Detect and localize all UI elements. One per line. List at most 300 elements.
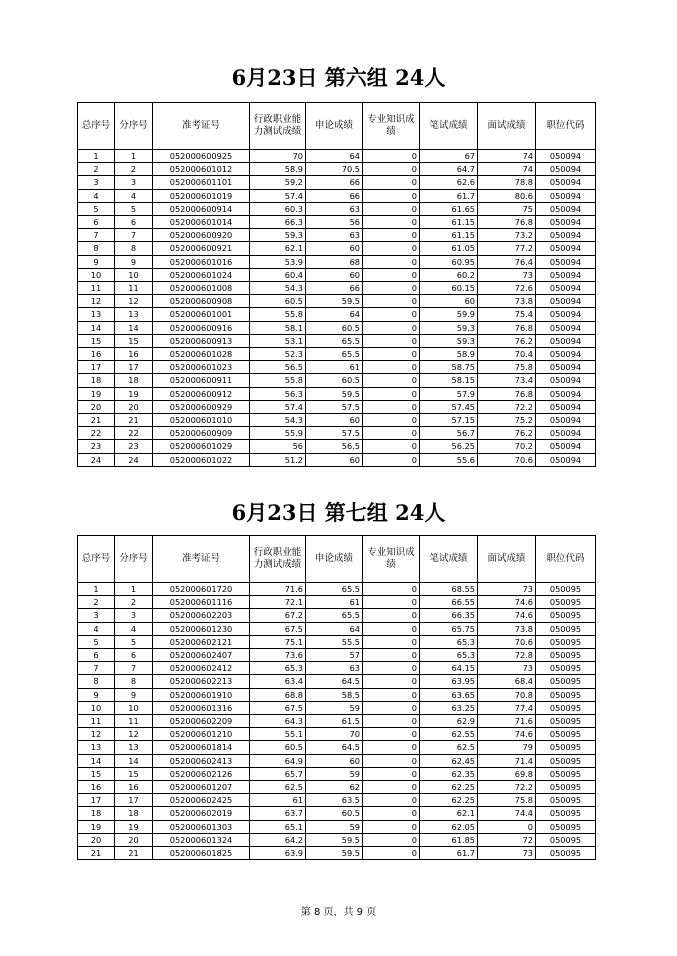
- cell-position-code: 050095: [536, 847, 596, 860]
- cell-essay-score: 60: [306, 414, 363, 427]
- cell-written-score: 60.2: [420, 268, 478, 281]
- cell-written-score: 56.7: [420, 427, 478, 440]
- cell-aptitude-score: 61: [250, 794, 306, 807]
- cell-exam-id: 052000602425: [153, 794, 250, 807]
- cell-interview-score: 75.4: [478, 308, 536, 321]
- cell-aptitude-score: 72.1: [250, 596, 306, 609]
- cell-sub-no: 4: [115, 622, 153, 635]
- cell-essay-score: 70: [306, 728, 363, 741]
- cell-total-no: 10: [78, 701, 115, 714]
- cell-professional-score: 0: [363, 295, 420, 308]
- cell-position-code: 050094: [536, 229, 596, 242]
- table-row: [78, 847, 596, 860]
- table-row: [78, 400, 596, 413]
- cell-exam-id: 052000600914: [153, 202, 250, 215]
- cell-written-score: 62.25: [420, 794, 478, 807]
- cell-exam-id: 052000602203: [153, 609, 250, 622]
- cell-sub-no: 6: [115, 216, 153, 229]
- cell-aptitude-score: 55.9: [250, 427, 306, 440]
- cell-interview-score: 70.6: [478, 453, 536, 466]
- cell-exam-id: 052000600908: [153, 295, 250, 308]
- cell-essay-score: 65.5: [306, 348, 363, 361]
- cell-sub-no: 21: [115, 847, 153, 860]
- cell-essay-score: 56: [306, 216, 363, 229]
- cell-essay-score: 59: [306, 767, 363, 780]
- cell-exam-id: 052000601029: [153, 440, 250, 453]
- cell-professional-score: 0: [363, 688, 420, 701]
- cell-written-score: 62.25: [420, 781, 478, 794]
- cell-written-score: 66.35: [420, 609, 478, 622]
- cell-aptitude-score: 60.5: [250, 295, 306, 308]
- table-row: [78, 675, 596, 688]
- cell-total-no: 2: [78, 163, 115, 176]
- cell-position-code: 050095: [536, 728, 596, 741]
- cell-interview-score: 76.2: [478, 334, 536, 347]
- cell-professional-score: 0: [363, 453, 420, 466]
- cell-essay-score: 68: [306, 255, 363, 268]
- cell-written-score: 62.9: [420, 715, 478, 728]
- cell-professional-score: 0: [363, 334, 420, 347]
- cell-written-score: 57.9: [420, 387, 478, 400]
- cell-aptitude-score: 63.4: [250, 675, 306, 688]
- table-row: [78, 622, 596, 635]
- cell-aptitude-score: 56.3: [250, 387, 306, 400]
- cell-exam-id: 052000600925: [153, 150, 250, 163]
- cell-written-score: 57.45: [420, 400, 478, 413]
- cell-professional-score: 0: [363, 189, 420, 202]
- cell-position-code: 050095: [536, 754, 596, 767]
- table-row: [78, 701, 596, 714]
- cell-interview-score: 74.6: [478, 728, 536, 741]
- cell-aptitude-score: 59.3: [250, 229, 306, 242]
- cell-sub-no: 5: [115, 202, 153, 215]
- table-row: [78, 609, 596, 622]
- cell-written-score: 61.85: [420, 833, 478, 846]
- cell-written-score: 59.3: [420, 334, 478, 347]
- cell-sub-no: 10: [115, 701, 153, 714]
- cell-aptitude-score: 57.4: [250, 400, 306, 413]
- cell-written-score: 61.15: [420, 229, 478, 242]
- cell-aptitude-score: 62.1: [250, 242, 306, 255]
- cell-interview-score: 78.8: [478, 176, 536, 189]
- cell-total-no: 18: [78, 374, 115, 387]
- cell-total-no: 11: [78, 715, 115, 728]
- table-row: [78, 820, 596, 833]
- cell-interview-score: 73: [478, 847, 536, 860]
- cell-sub-no: 5: [115, 635, 153, 648]
- table-header-row: [78, 103, 596, 150]
- cell-interview-score: 70.2: [478, 440, 536, 453]
- table-row: [78, 833, 596, 846]
- cell-essay-score: 64: [306, 150, 363, 163]
- cell-professional-score: 0: [363, 741, 420, 754]
- cell-sub-no: 18: [115, 807, 153, 820]
- cell-aptitude-score: 54.3: [250, 414, 306, 427]
- table-body: [78, 583, 596, 860]
- cell-exam-id: 052000601116: [153, 596, 250, 609]
- table-row: [78, 414, 596, 427]
- cell-written-score: 59.9: [420, 308, 478, 321]
- cell-position-code: 050094: [536, 453, 596, 466]
- cell-written-score: 59.3: [420, 321, 478, 334]
- cell-essay-score: 60: [306, 242, 363, 255]
- table-row: [78, 427, 596, 440]
- cell-sub-no: 15: [115, 334, 153, 347]
- cell-written-score: 61.05: [420, 242, 478, 255]
- cell-position-code: 050095: [536, 688, 596, 701]
- cell-total-no: 20: [78, 400, 115, 413]
- cell-sub-no: 14: [115, 321, 153, 334]
- cell-total-no: 7: [78, 662, 115, 675]
- cell-exam-id: 052000602209: [153, 715, 250, 728]
- cell-interview-score: 76.4: [478, 255, 536, 268]
- cell-sub-no: 21: [115, 414, 153, 427]
- cell-position-code: 050094: [536, 374, 596, 387]
- col-header-written: 笔试成绩: [420, 103, 478, 150]
- table-row: [78, 308, 596, 321]
- cell-exam-id: 052000602213: [153, 675, 250, 688]
- table-row: [78, 321, 596, 334]
- cell-professional-score: 0: [363, 781, 420, 794]
- table-row: [78, 216, 596, 229]
- cell-position-code: 050095: [536, 662, 596, 675]
- col-header-position-code: 职位代码: [536, 103, 596, 150]
- cell-total-no: 8: [78, 675, 115, 688]
- cell-sub-no: 12: [115, 728, 153, 741]
- cell-written-score: 61.7: [420, 847, 478, 860]
- cell-interview-score: 73.2: [478, 229, 536, 242]
- cell-professional-score: 0: [363, 754, 420, 767]
- cell-written-score: 62.45: [420, 754, 478, 767]
- cell-essay-score: 57: [306, 649, 363, 662]
- cell-interview-score: 77.4: [478, 701, 536, 714]
- cell-aptitude-score: 63.7: [250, 807, 306, 820]
- cell-total-no: 2: [78, 596, 115, 609]
- cell-exam-id: 052000601814: [153, 741, 250, 754]
- cell-position-code: 050094: [536, 150, 596, 163]
- cell-interview-score: 72.2: [478, 400, 536, 413]
- cell-exam-id: 052000601024: [153, 268, 250, 281]
- section-title-group-7: 6月23日 第七组 24人: [231, 500, 446, 525]
- cell-sub-no: 14: [115, 754, 153, 767]
- cell-aptitude-score: 60.4: [250, 268, 306, 281]
- cell-total-no: 10: [78, 268, 115, 281]
- cell-written-score: 63.95: [420, 675, 478, 688]
- cell-position-code: 050095: [536, 622, 596, 635]
- cell-sub-no: 11: [115, 282, 153, 295]
- cell-total-no: 16: [78, 781, 115, 794]
- cell-written-score: 65.3: [420, 635, 478, 648]
- cell-interview-score: 70.4: [478, 348, 536, 361]
- score-table-group-6: [77, 102, 596, 467]
- table-row: [78, 176, 596, 189]
- cell-position-code: 050095: [536, 596, 596, 609]
- cell-interview-score: 73.4: [478, 374, 536, 387]
- cell-total-no: 20: [78, 833, 115, 846]
- cell-sub-no: 3: [115, 609, 153, 622]
- cell-aptitude-score: 62.5: [250, 781, 306, 794]
- table-row: [78, 596, 596, 609]
- cell-essay-score: 64: [306, 308, 363, 321]
- table-row: [78, 635, 596, 648]
- table-row: [78, 202, 596, 215]
- cell-total-no: 11: [78, 282, 115, 295]
- cell-interview-score: 72.2: [478, 781, 536, 794]
- cell-essay-score: 66: [306, 282, 363, 295]
- cell-exam-id: 052000600911: [153, 374, 250, 387]
- cell-written-score: 68.55: [420, 583, 478, 596]
- cell-essay-score: 59.5: [306, 847, 363, 860]
- cell-total-no: 5: [78, 635, 115, 648]
- col-header-essay: 申论成绩: [306, 536, 363, 583]
- cell-position-code: 050095: [536, 701, 596, 714]
- cell-exam-id: 052000600921: [153, 242, 250, 255]
- col-header-interview: 面试成绩: [478, 103, 536, 150]
- cell-exam-id: 052000600929: [153, 400, 250, 413]
- cell-sub-no: 19: [115, 820, 153, 833]
- cell-exam-id: 052000601008: [153, 282, 250, 295]
- cell-position-code: 050095: [536, 820, 596, 833]
- cell-position-code: 050095: [536, 609, 596, 622]
- cell-essay-score: 57.5: [306, 427, 363, 440]
- cell-essay-score: 58.5: [306, 688, 363, 701]
- cell-aptitude-score: 67.5: [250, 622, 306, 635]
- cell-interview-score: 74.6: [478, 609, 536, 622]
- cell-total-no: 7: [78, 229, 115, 242]
- cell-position-code: 050094: [536, 321, 596, 334]
- cell-sub-no: 1: [115, 150, 153, 163]
- cell-essay-score: 60: [306, 268, 363, 281]
- cell-exam-id: 052000602413: [153, 754, 250, 767]
- col-header-exam-id: 准考证号: [153, 103, 250, 150]
- cell-sub-no: 2: [115, 163, 153, 176]
- cell-professional-score: 0: [363, 242, 420, 255]
- cell-sub-no: 2: [115, 596, 153, 609]
- cell-essay-score: 65.5: [306, 334, 363, 347]
- cell-essay-score: 64.5: [306, 741, 363, 754]
- cell-total-no: 12: [78, 728, 115, 741]
- cell-exam-id: 052000602121: [153, 635, 250, 648]
- cell-written-score: 64.15: [420, 662, 478, 675]
- cell-position-code: 050094: [536, 387, 596, 400]
- cell-position-code: 050094: [536, 295, 596, 308]
- cell-interview-score: 68.4: [478, 675, 536, 688]
- cell-sub-no: 6: [115, 649, 153, 662]
- cell-written-score: 62.05: [420, 820, 478, 833]
- col-header-aptitude: 行政职业能力测试成绩: [250, 536, 306, 583]
- cell-interview-score: 77.2: [478, 242, 536, 255]
- cell-written-score: 57.15: [420, 414, 478, 427]
- cell-aptitude-score: 63.9: [250, 847, 306, 860]
- cell-exam-id: 052000601014: [153, 216, 250, 229]
- cell-interview-score: 76.8: [478, 216, 536, 229]
- cell-total-no: 18: [78, 807, 115, 820]
- table-row: [78, 374, 596, 387]
- cell-written-score: 56.25: [420, 440, 478, 453]
- cell-aptitude-score: 71.6: [250, 583, 306, 596]
- table-row: [78, 781, 596, 794]
- cell-essay-score: 65.5: [306, 609, 363, 622]
- cell-position-code: 050095: [536, 794, 596, 807]
- cell-professional-score: 0: [363, 374, 420, 387]
- cell-aptitude-score: 66.3: [250, 216, 306, 229]
- cell-total-no: 22: [78, 427, 115, 440]
- cell-professional-score: 0: [363, 583, 420, 596]
- cell-professional-score: 0: [363, 163, 420, 176]
- section-title-group-6: 6月23日 第六组 24人: [231, 65, 446, 90]
- cell-essay-score: 56.5: [306, 440, 363, 453]
- cell-aptitude-score: 59.2: [250, 176, 306, 189]
- cell-interview-score: 80.6: [478, 189, 536, 202]
- cell-sub-no: 16: [115, 348, 153, 361]
- cell-written-score: 61.15: [420, 216, 478, 229]
- cell-interview-score: 72: [478, 833, 536, 846]
- cell-sub-no: 9: [115, 255, 153, 268]
- cell-aptitude-score: 60.5: [250, 741, 306, 754]
- cell-position-code: 050094: [536, 282, 596, 295]
- cell-professional-score: 0: [363, 361, 420, 374]
- cell-position-code: 050095: [536, 833, 596, 846]
- cell-total-no: 5: [78, 202, 115, 215]
- cell-interview-score: 71.6: [478, 715, 536, 728]
- cell-professional-score: 0: [363, 635, 420, 648]
- cell-exam-id: 052000601028: [153, 348, 250, 361]
- cell-aptitude-score: 55.1: [250, 728, 306, 741]
- cell-total-no: 4: [78, 189, 115, 202]
- cell-aptitude-score: 64.9: [250, 754, 306, 767]
- cell-sub-no: 19: [115, 387, 153, 400]
- col-header-position-code: 职位代码: [536, 536, 596, 583]
- cell-total-no: 15: [78, 767, 115, 780]
- cell-written-score: 62.5: [420, 741, 478, 754]
- cell-professional-score: 0: [363, 609, 420, 622]
- cell-total-no: 6: [78, 216, 115, 229]
- col-header-aptitude: 行政职业能力测试成绩: [250, 103, 306, 150]
- cell-exam-id: 052000601825: [153, 847, 250, 860]
- cell-sub-no: 4: [115, 189, 153, 202]
- cell-position-code: 050094: [536, 242, 596, 255]
- cell-written-score: 65.75: [420, 622, 478, 635]
- cell-exam-id: 052000600913: [153, 334, 250, 347]
- cell-written-score: 58.9: [420, 348, 478, 361]
- cell-interview-score: 71.4: [478, 754, 536, 767]
- cell-total-no: 9: [78, 688, 115, 701]
- cell-professional-score: 0: [363, 400, 420, 413]
- cell-position-code: 050094: [536, 189, 596, 202]
- cell-position-code: 050094: [536, 361, 596, 374]
- cell-interview-score: 72.6: [478, 282, 536, 295]
- cell-sub-no: 7: [115, 662, 153, 675]
- cell-professional-score: 0: [363, 255, 420, 268]
- cell-sub-no: 3: [115, 176, 153, 189]
- cell-interview-score: 69.8: [478, 767, 536, 780]
- cell-total-no: 17: [78, 361, 115, 374]
- cell-interview-score: 75.8: [478, 794, 536, 807]
- cell-interview-score: 70.8: [478, 688, 536, 701]
- cell-exam-id: 052000601303: [153, 820, 250, 833]
- cell-exam-id: 052000601324: [153, 833, 250, 846]
- cell-exam-id: 052000601101: [153, 176, 250, 189]
- cell-professional-score: 0: [363, 387, 420, 400]
- col-header-total-no: 总序号: [78, 103, 115, 150]
- cell-interview-score: 75: [478, 202, 536, 215]
- score-table-group-7: [77, 535, 596, 860]
- cell-aptitude-score: 65.3: [250, 662, 306, 675]
- cell-written-score: 60: [420, 295, 478, 308]
- cell-professional-score: 0: [363, 767, 420, 780]
- cell-interview-score: 73: [478, 583, 536, 596]
- table-row: [78, 295, 596, 308]
- cell-exam-id: 052000600916: [153, 321, 250, 334]
- cell-interview-score: 76.8: [478, 321, 536, 334]
- cell-position-code: 050094: [536, 163, 596, 176]
- cell-professional-score: 0: [363, 807, 420, 820]
- cell-sub-no: 20: [115, 833, 153, 846]
- cell-position-code: 050094: [536, 440, 596, 453]
- cell-professional-score: 0: [363, 820, 420, 833]
- cell-sub-no: 12: [115, 295, 153, 308]
- cell-exam-id: 052000601316: [153, 701, 250, 714]
- col-header-professional: 专业知识成绩: [363, 103, 420, 150]
- cell-written-score: 60.15: [420, 282, 478, 295]
- col-header-written: 笔试成绩: [420, 536, 478, 583]
- cell-exam-id: 052000602412: [153, 662, 250, 675]
- cell-aptitude-score: 56: [250, 440, 306, 453]
- cell-aptitude-score: 64.2: [250, 833, 306, 846]
- cell-essay-score: 63.5: [306, 794, 363, 807]
- cell-essay-score: 59.5: [306, 295, 363, 308]
- cell-position-code: 050095: [536, 767, 596, 780]
- cell-total-no: 13: [78, 308, 115, 321]
- col-header-sub-no: 分序号: [115, 536, 153, 583]
- cell-position-code: 050095: [536, 715, 596, 728]
- cell-essay-score: 63: [306, 662, 363, 675]
- cell-aptitude-score: 67.2: [250, 609, 306, 622]
- cell-written-score: 65.3: [420, 649, 478, 662]
- cell-professional-score: 0: [363, 728, 420, 741]
- col-header-professional: 专业知识成绩: [363, 536, 420, 583]
- cell-aptitude-score: 70: [250, 150, 306, 163]
- cell-position-code: 050095: [536, 781, 596, 794]
- cell-interview-score: 75.8: [478, 361, 536, 374]
- cell-written-score: 64.7: [420, 163, 478, 176]
- cell-professional-score: 0: [363, 216, 420, 229]
- cell-sub-no: 18: [115, 374, 153, 387]
- cell-total-no: 19: [78, 820, 115, 833]
- cell-total-no: 1: [78, 150, 115, 163]
- cell-sub-no: 22: [115, 427, 153, 440]
- table-body: [78, 150, 596, 467]
- cell-essay-score: 61.5: [306, 715, 363, 728]
- cell-exam-id: 052000601016: [153, 255, 250, 268]
- cell-sub-no: 7: [115, 229, 153, 242]
- cell-professional-score: 0: [363, 268, 420, 281]
- cell-aptitude-score: 53.9: [250, 255, 306, 268]
- cell-exam-id: 052000601210: [153, 728, 250, 741]
- cell-aptitude-score: 67.5: [250, 701, 306, 714]
- cell-essay-score: 61: [306, 361, 363, 374]
- cell-essay-score: 70.5: [306, 163, 363, 176]
- cell-written-score: 62.55: [420, 728, 478, 741]
- col-header-sub-no: 分序号: [115, 103, 153, 150]
- cell-position-code: 050094: [536, 427, 596, 440]
- cell-professional-score: 0: [363, 794, 420, 807]
- cell-essay-score: 62: [306, 781, 363, 794]
- cell-written-score: 63.25: [420, 701, 478, 714]
- cell-total-no: 21: [78, 847, 115, 860]
- table-row: [78, 688, 596, 701]
- cell-aptitude-score: 51.2: [250, 453, 306, 466]
